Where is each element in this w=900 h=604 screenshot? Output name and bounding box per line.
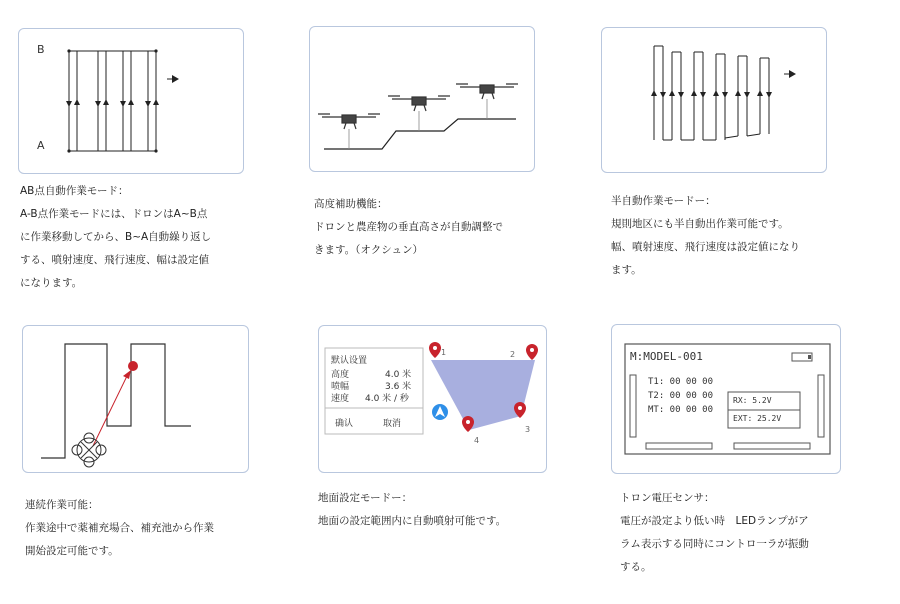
drone-icon <box>388 96 450 131</box>
caption-line: 規則地区にも半自動出作業可能です。 <box>611 218 789 230</box>
caption-title: 高度補助機能： <box>314 198 388 210</box>
speed-value: 4.0 米 / 秒 <box>365 394 409 404</box>
caption-line: 作業途中で薬補充場合、補充池から作業 <box>25 522 214 534</box>
caption-line: 開始設定可能です。 <box>25 545 119 557</box>
caption-line: 幅、噴射速度、飛行速度は設定値になり <box>611 241 800 253</box>
caption-line: きます。（オクシュン） <box>314 244 423 256</box>
caption-line: ます。 <box>611 264 642 276</box>
caption-title: AB点自動作業モード： <box>20 185 129 197</box>
speed-label: 速度 <box>331 394 350 404</box>
semi-auto-route-diagram <box>602 28 827 173</box>
caption-title: 地面設定モードー： <box>318 492 413 504</box>
width-value: 3.6 米 <box>385 382 412 392</box>
point-label: 4 <box>474 436 480 445</box>
voltage-sensor-panel <box>611 324 841 474</box>
resume-work-panel <box>22 325 249 473</box>
caption-line: 地面の設定範囲内に自動噴射可能です。 <box>318 515 507 527</box>
timer-t1: T1: 00 00 00 <box>648 377 714 387</box>
caption-line: 電圧が設定より低い時 LEDランプがア <box>620 515 809 527</box>
caption-line: A-B点作業モードには、ドロンはA~B点 <box>20 208 208 220</box>
caption-line: する、噴射速度、飛行速度、幅は設定値 <box>20 254 209 266</box>
caption-line: になります。 <box>20 277 83 289</box>
rx-voltage: RX: 5.2V <box>733 396 772 405</box>
location-pin-icon <box>462 416 474 432</box>
location-pin-icon <box>526 344 538 360</box>
resume-route-diagram <box>23 326 249 473</box>
semi-auto-caption <box>611 190 800 282</box>
caption-title: 連続作業可能： <box>25 499 99 511</box>
caption-line: ドロンと農産物の垂直高さが自動調整で <box>314 221 503 233</box>
point-label: 2 <box>510 350 516 359</box>
height-label: 高度 <box>331 370 350 380</box>
voltage-sensor-caption <box>620 487 809 579</box>
caption-line: ラム表示する同時にコントロ一ラが振動 <box>620 538 809 550</box>
confirm-button[interactable]: 确认 <box>335 419 354 429</box>
width-label: 喷幅 <box>331 382 350 392</box>
ground-setting-caption <box>318 487 506 533</box>
ab-mode-caption <box>20 180 211 295</box>
location-pin-icon <box>429 342 441 358</box>
resume-work-caption <box>25 494 214 563</box>
caption-title: 半自動作業モードー： <box>611 195 716 207</box>
timer-t2: T2: 00 00 00 <box>648 391 714 401</box>
drone-icon <box>456 84 518 119</box>
terrain-follow-panel <box>309 26 535 172</box>
height-value: 4.0 米 <box>385 370 412 380</box>
ab-route-diagram <box>19 29 244 174</box>
ground-setting-panel <box>318 325 547 473</box>
drone-icon <box>318 114 380 149</box>
point-label: 1 <box>441 348 447 357</box>
point-a-label: A <box>37 139 45 152</box>
terrain-follow-caption <box>314 193 503 262</box>
caption-line: する。 <box>620 561 652 573</box>
timer-mt: MT: 00 00 00 <box>648 405 714 415</box>
terrain-drones-diagram <box>310 27 535 172</box>
controller-screen <box>612 325 841 474</box>
ext-voltage: EXT: 25.2V <box>733 414 782 423</box>
ab-mode-panel <box>18 28 244 174</box>
semi-auto-panel <box>601 27 827 173</box>
point-b-label: B <box>37 43 45 56</box>
model-label: M:MODEL-001 <box>630 350 703 363</box>
point-label: 3 <box>525 425 531 434</box>
settings-title: 默认设置 <box>331 356 368 366</box>
drone-icon <box>72 433 106 467</box>
refill-point-marker <box>128 361 138 371</box>
ground-area-map <box>319 326 547 473</box>
caption-title: トロン電圧センサ： <box>620 492 715 504</box>
caption-line: に作業移動してから、B~A自動繰り返し <box>20 231 212 243</box>
cancel-button[interactable]: 取消 <box>383 419 402 429</box>
